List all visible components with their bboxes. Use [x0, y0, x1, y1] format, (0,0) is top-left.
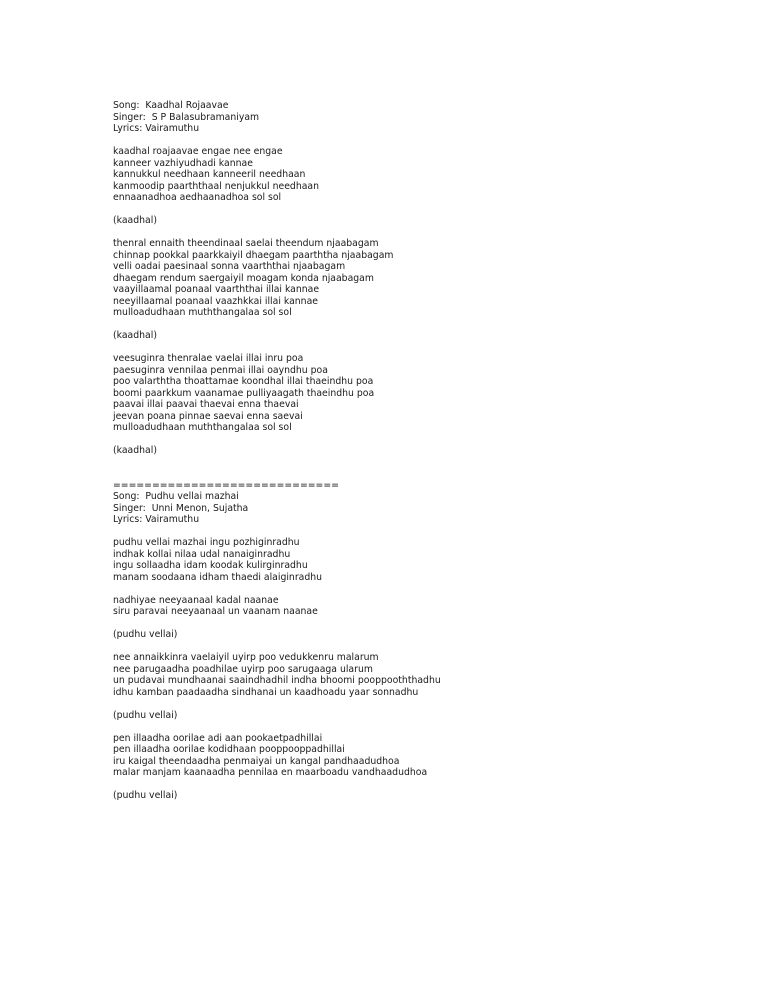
- lyric-line: poo valarththa thoattamae koondhal illai thaeindhu poa: [113, 376, 374, 387]
- singer-credit: Singer: S P Balasubramaniyam: [113, 111, 260, 123]
- lyric-line: siru paravai neeyaanaal un vaanam naanae: [113, 606, 318, 617]
- stanza: [113, 238, 733, 319]
- lyric-line: thenral ennaith theendinaal saelai theendum njaabagam: [113, 238, 379, 249]
- blank-line: [113, 457, 733, 469]
- lyricist-credit: Lyrics: Vairamuthu: [113, 123, 200, 134]
- blank-line: [113, 342, 733, 354]
- stanza: [113, 710, 733, 722]
- song-title: Song: Kaadhal Rojaavae: [113, 100, 229, 111]
- lyric-line: indhak kollai nilaa udal nanaiginradhu: [113, 548, 291, 560]
- lyric-line: velli oadai paesinaal sonna vaarththai njaabagam: [113, 261, 346, 272]
- stanza: [113, 629, 733, 641]
- lyric-line: (pudhu vellai): [113, 709, 178, 721]
- lyric-line: jeevan poana pinnae saevai enna saevai: [113, 410, 303, 422]
- lyric-line: un pudavai mundhaanai saaindhadhil indha bhoomi pooppooththadhu: [113, 675, 441, 686]
- stanza: [113, 330, 733, 342]
- lyric-line: (pudhu vellai): [113, 629, 178, 640]
- lyric-line: malar manjam kaanaadha pennilaa en maarboadu vandhaadudhoa: [113, 767, 428, 778]
- lyric-line: idhu kamban paadaadha sindhanai un kaadhoadu yaar sonnadhu: [113, 686, 419, 698]
- singer-credit: Singer: Unni Menon, Sujatha: [113, 502, 249, 514]
- blank-line: [113, 227, 733, 239]
- song-block: [113, 100, 733, 457]
- stanza: [113, 445, 733, 457]
- lyric-line: (pudhu vellai): [113, 790, 178, 801]
- lyrics-document: [113, 100, 733, 802]
- lyric-line: iru kaigal theendaadha penmaiyai un kangal pandhaadudhoa: [113, 755, 400, 767]
- stanza: [113, 652, 733, 698]
- separator-line: =============================: [113, 479, 339, 491]
- blank-line: [113, 468, 733, 480]
- song-title: Song: Pudhu vellai mazhai: [113, 491, 239, 502]
- lyric-line: vaayillaamal poanaal vaarththai illai kannae: [113, 284, 320, 295]
- blank-line: [113, 641, 733, 653]
- lyric-line: chinnap pookkal paarkkaiyil dhaegam paarththa njaabagam: [113, 249, 394, 261]
- blank-line: [113, 779, 733, 791]
- stanza: [113, 733, 733, 779]
- lyric-line: nadhiyae neeyaanaal kadal naanae: [113, 594, 279, 606]
- lyric-line: paesuginra vennilaa penmai illai oayndhu poa: [113, 364, 328, 376]
- stanza: [113, 537, 733, 583]
- blank-line: [113, 618, 733, 630]
- blank-line: [113, 319, 733, 331]
- lyric-line: boomi paarkkum vaanamae pulliyaagath thaeindhu poa: [113, 387, 375, 399]
- lyric-line: dhaegam rendum saergaiyil moagam konda njaabagam: [113, 272, 374, 284]
- song-block: [113, 457, 733, 802]
- lyric-line: pen illaadha oorilae adi aan pookaetpadhillai: [113, 732, 323, 744]
- lyric-line: kannukkul needhaan kanneeril needhaan: [113, 169, 306, 180]
- blank-line: [113, 434, 733, 446]
- stanza: [113, 595, 733, 618]
- blank-line: [113, 698, 733, 710]
- lyric-line: kanneer vazhiyudhadi kannae: [113, 157, 253, 169]
- lyric-line: pen illaadha oorilae kodidhaan pooppooppadhillai: [113, 744, 345, 755]
- lyric-line: veesuginra thenralae vaelai illai inru poa: [113, 353, 304, 364]
- lyric-line: nee annaikkinra vaelaiyil uyirp poo vedukkenru malarum: [113, 652, 379, 663]
- blank-line: [113, 721, 733, 733]
- blank-line: [113, 526, 733, 538]
- stanza: [113, 353, 733, 434]
- stanza: [113, 215, 733, 227]
- lyric-line: ennaanadhoa aedhaanadhoa sol sol: [113, 192, 282, 203]
- lyric-line: kaadhal roajaavae engae nee engae: [113, 146, 283, 157]
- stanza: [113, 790, 733, 802]
- blank-line: [113, 583, 733, 595]
- lyricist-credit: Lyrics: Vairamuthu: [113, 514, 200, 525]
- blank-line: [113, 204, 733, 216]
- lyric-line: (kaadhal): [113, 330, 157, 341]
- lyric-line: nee parugaadha poadhilae uyirp poo sarugaaga ularum: [113, 663, 373, 675]
- lyric-line: manam soodaana idham thaedi alaiginradhu: [113, 571, 323, 583]
- lyric-line: neeyillaamal poanaal vaazhkkai illai kannae: [113, 295, 318, 307]
- lyric-line: kanmoodip paarththaal nenjukkul needhaan: [113, 180, 320, 192]
- lyric-line: pudhu vellai mazhai ingu pozhiginradhu: [113, 537, 300, 548]
- lyric-line: (kaadhal): [113, 445, 157, 456]
- stanza: [113, 146, 733, 204]
- lyric-line: ingu sollaadha idam koodak kulirginradhu: [113, 560, 308, 571]
- lyric-line: mulloadudhaan muththangalaa sol sol: [113, 422, 292, 433]
- blank-line: [113, 135, 733, 147]
- lyric-line: paavai illai paavai thaevai enna thaevai: [113, 399, 299, 410]
- lyric-line: (kaadhal): [113, 215, 157, 226]
- lyric-line: mulloadudhaan muththangalaa sol sol: [113, 307, 292, 318]
